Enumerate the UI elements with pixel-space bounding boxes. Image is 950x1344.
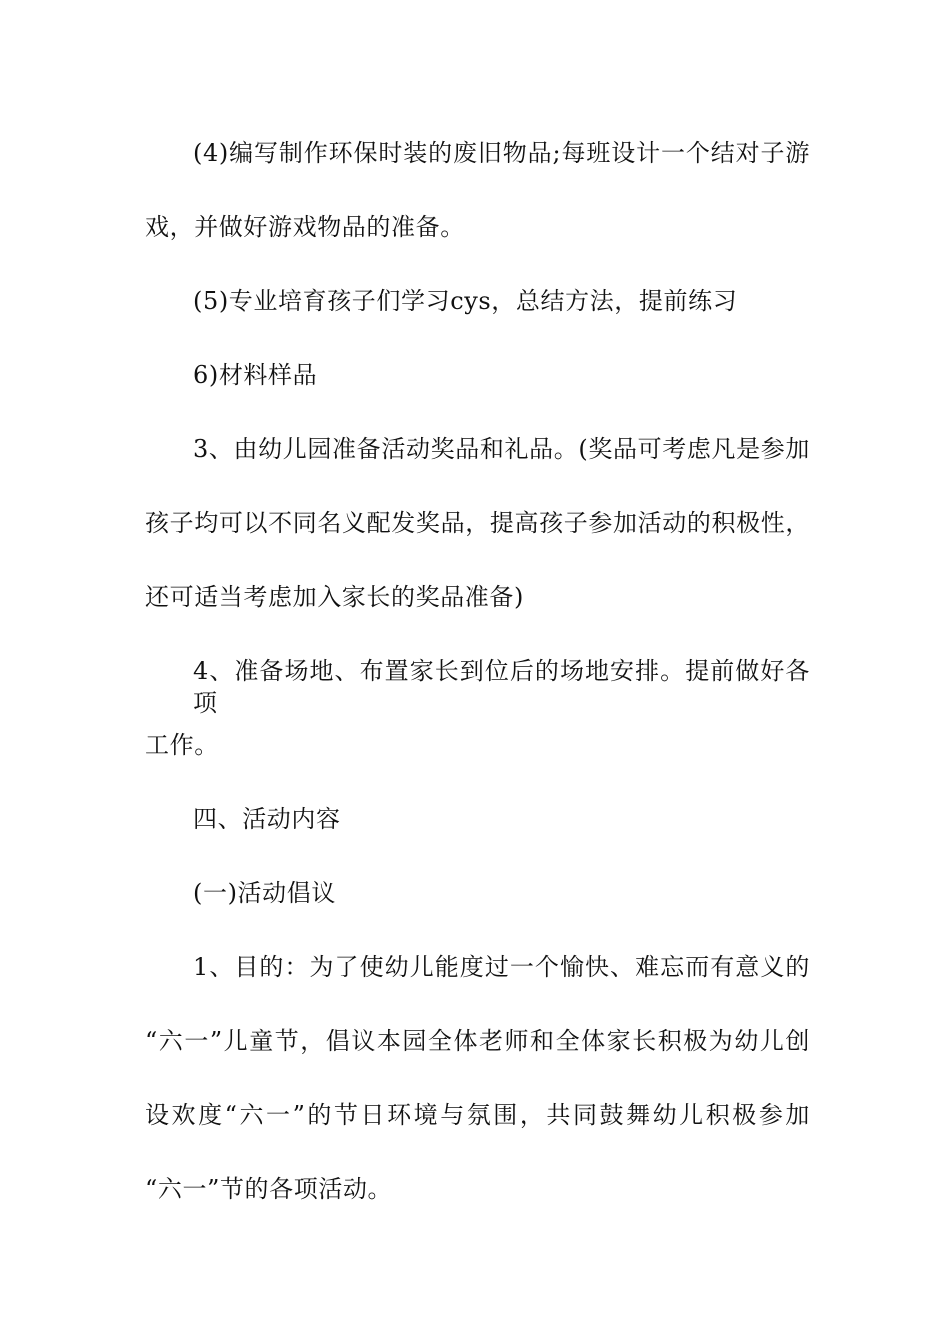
section-heading: 四、活动内容 (193, 805, 341, 833)
paragraph-line: 工作。 (145, 731, 219, 759)
paragraph-line: “六一”儿童节，倡议本园全体老师和全体家长积极为幼儿创 (145, 1027, 810, 1055)
subsection-heading: (一)活动倡议 (193, 879, 336, 907)
paragraph-line: 6)材料样品 (193, 361, 318, 389)
paragraph-line: “六一”节的各项活动。 (145, 1175, 393, 1203)
paragraph-line: 设欢度“六一”的节日环境与氛围，共同鼓舞幼儿积极参加 (145, 1101, 810, 1129)
paragraph-line: (5)专业培育孩子们学习cys，总结方法，提前练习 (193, 287, 738, 315)
paragraph-line: 戏，并做好游戏物品的准备。 (145, 213, 465, 241)
paragraph-line: 4、准备场地、布置家长到位后的场地安排。提前做好各项 (193, 657, 810, 717)
paragraph-line: 3、由幼儿园准备活动奖品和礼品。(奖品可考虑凡是参加 (193, 435, 810, 463)
paragraph-line: (4)编写制作环保时装的废旧物品;每班设计一个结对子游 (193, 139, 810, 167)
paragraph-line: 1、目的：为了使幼儿能度过一个愉快、难忘而有意义的 (193, 953, 810, 981)
paragraph-line: 孩子均可以不同名义配发奖品，提高孩子参加活动的积极性， (145, 509, 810, 537)
paragraph-line: 还可适当考虑加入家长的奖品准备) (145, 583, 524, 611)
